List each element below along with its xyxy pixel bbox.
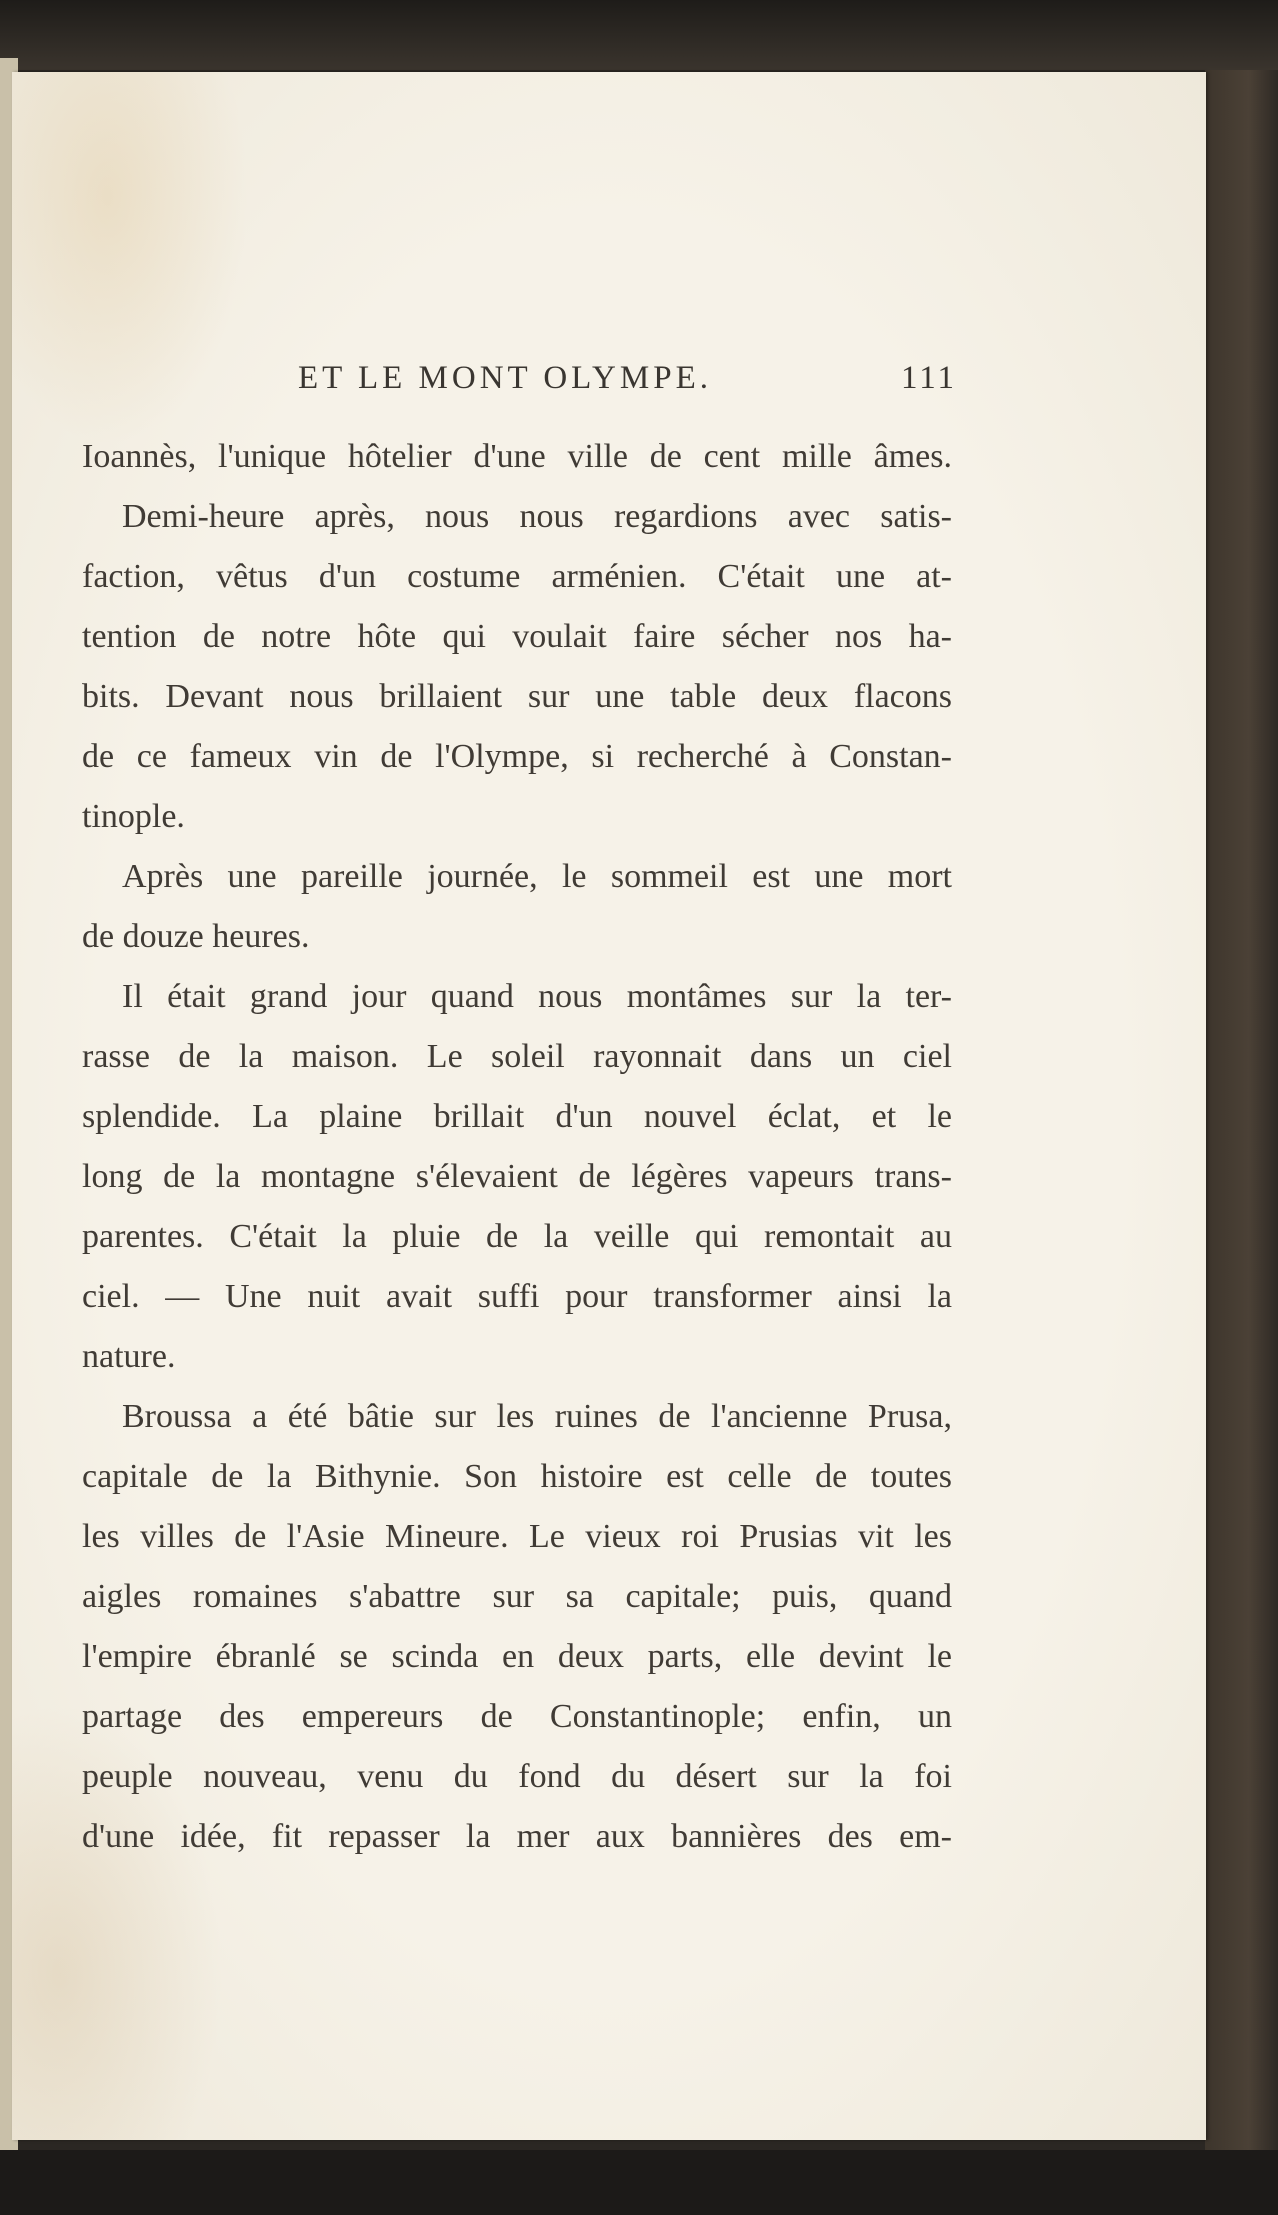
text-line: faction, vêtus d'un costume arménien. C'était une at- xyxy=(82,558,952,595)
text-line: parentes. C'était la pluie de la veille qui remontait au xyxy=(82,1218,952,1255)
text-line: de douze heures. xyxy=(82,918,310,955)
text-line: tinople. xyxy=(82,798,185,835)
text-line: Broussa a été bâtie sur les ruines de l'ancienne Prusa, xyxy=(122,1398,952,1435)
text-line: splendide. La plaine brillait d'un nouvel éclat, et le xyxy=(82,1098,952,1135)
running-title: ET LE MONT OLYMPE. xyxy=(298,360,712,396)
book-spine-edge xyxy=(1205,70,1278,2150)
text-line: Après une pareille journée, le sommeil est une mort xyxy=(122,858,952,895)
page-number: 111 xyxy=(900,360,957,396)
text-line: bits. Devant nous brillaient sur une table deux flacons xyxy=(82,678,952,715)
text-line: d'une idée, fit repasser la mer aux bannières des em- xyxy=(82,1818,952,1855)
text-line: rasse de la maison. Le soleil rayonnait dans un ciel xyxy=(82,1038,952,1075)
scan-top-border xyxy=(0,0,1278,70)
book-page xyxy=(12,72,1206,2140)
text-line: aigles romaines s'abattre sur sa capitale; puis, quand xyxy=(82,1578,952,1615)
text-line: peuple nouveau, venu du fond du désert sur la foi xyxy=(82,1758,952,1795)
page-header xyxy=(82,360,957,408)
text-line: Ioannès, l'unique hôtelier d'une ville de cent mille âmes. xyxy=(82,438,952,475)
text-line: tention de notre hôte qui voulait faire sécher nos ha- xyxy=(82,618,952,655)
text-line: nature. xyxy=(82,1338,176,1375)
body-text xyxy=(82,427,952,1867)
text-line: Il était grand jour quand nous montâmes sur la ter- xyxy=(122,978,952,1015)
text-line: les villes de l'Asie Mineure. Le vieux roi Prusias vit les xyxy=(82,1518,952,1555)
text-line: ciel. — Une nuit avait suffi pour transformer ainsi la xyxy=(82,1278,952,1315)
scan-bottom-border xyxy=(0,2150,1278,2215)
text-line: de ce fameux vin de l'Olympe, si recherché à Constan- xyxy=(82,738,952,775)
text-line: l'empire ébranlé se scinda en deux parts, elle devint le xyxy=(82,1638,952,1675)
text-line: capitale de la Bithynie. Son histoire est celle de toutes xyxy=(82,1458,952,1495)
text-line: partage des empereurs de Constantinople; enfin, un xyxy=(82,1698,952,1735)
text-line: long de la montagne s'élevaient de légères vapeurs trans- xyxy=(82,1158,952,1195)
text-line: Demi-heure après, nous nous regardions avec satis- xyxy=(122,498,952,535)
